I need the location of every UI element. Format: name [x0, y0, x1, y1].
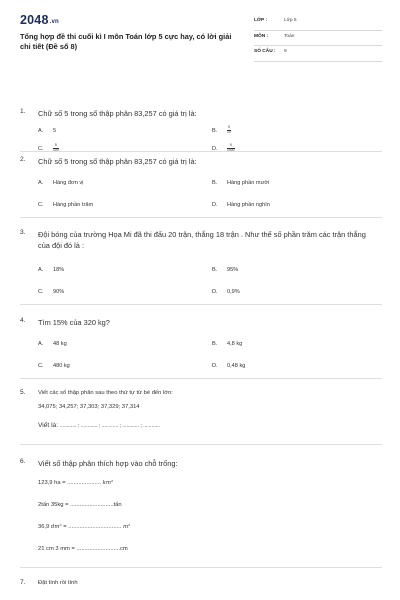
conversion-line-3[interactable]: 36,9 dm² = ................................. m² — [38, 524, 131, 530]
option-c[interactable]: C. Hàng phần trăm — [38, 202, 94, 208]
conversion-line-1[interactable]: 123,9 ha = ..................... km² — [38, 480, 114, 486]
meta-row-class: LỚP : Lớp 5 — [254, 15, 382, 31]
option-d[interactable]: D. Hàng phần nghìn — [212, 202, 270, 208]
meta-row-subject: MÔN : Toán — [254, 31, 382, 47]
page-header — [0, 0, 400, 66]
option-a[interactable]: A. 5 — [38, 128, 57, 134]
number-list: 34,075; 34,257; 37,303; 37,329; 37,314 — [38, 404, 140, 410]
conversion-line-2[interactable]: 2tấn 35kg = ...........................tấn — [38, 502, 122, 508]
option-a[interactable]: A. 48 kg — [38, 341, 67, 347]
option-a[interactable]: A. Hàng đơn vị — [38, 180, 84, 186]
site-logo[interactable]: 2048.vn — [20, 13, 59, 27]
question-3: 3. Đội bóng của trường Họa Mi đã thi đấu 20 trận, thắng 18 trận . Như thế số phần trăm các trận thắng của đội đó là : A. 18% B. 95% C. 90% D. 0,9% — [20, 229, 382, 305]
option-c[interactable]: C. 480 kg — [38, 363, 70, 369]
conversion-line-4[interactable]: 21 cm 3 mm = ...........................cm — [38, 546, 128, 552]
answer-line[interactable]: Viết là: ............ ; ............ ; ............ ; ............ ; ............ — [38, 422, 160, 429]
question-text: Tìm 15% của 320 kg? — [38, 318, 110, 327]
meta-row-question-count: SỐ CÂU : 9 — [254, 46, 382, 62]
option-b[interactable]: B. Hàng phần mười — [212, 180, 270, 186]
question-text: Viết số thập phân thích hợp vào chỗ trống: — [38, 459, 178, 468]
page-title: Tổng hợp đề thi cuối kì I môn Toán lớp 5 cực hay, có lời giải chi tiết (Đề số 8) — [20, 32, 232, 51]
meta-info — [254, 15, 382, 62]
option-b[interactable]: B. 4,8 kg — [212, 341, 243, 347]
fraction: $\frac{5}{10}$ — [227, 125, 231, 134]
option-c[interactable]: C. $\frac{5}{100}$ — [38, 143, 59, 152]
question-text: Chữ số 5 trong số thập phân 83,257 có giá trị là: — [38, 109, 197, 118]
question-1: 1. Chữ số 5 trong số thập phân 83,257 có giá trị là: A. 5 B. $\frac{5}{10}$ C. $\frac{5}{100}$ D. $\frac{5}{1000}$ — [20, 108, 382, 152]
option-b[interactable]: B. 95% — [212, 267, 239, 273]
option-d[interactable]: D. 0,48 kg — [212, 363, 246, 369]
question-6: 6. Viết số thập phân thích hợp vào chỗ trống: 123,9 ha = ..................... km² 2tấn 35kg = ...........................tấn 36,9 dm² = ................................. m² 21 cm 3 mm = ...........................cm — [20, 458, 382, 568]
option-b[interactable]: B. $\frac{5}{10}$ — [212, 125, 231, 134]
fraction: $\frac{5}{100}$ — [53, 143, 59, 152]
option-a[interactable]: A. 18% — [38, 267, 65, 273]
question-2: 2. Chữ số 5 trong số thập phân 83,257 có giá trị là: A. Hàng đơn vị B. Hàng phần mười C. Hàng phần trăm D. Hàng phần nghìn — [20, 156, 382, 218]
option-d[interactable]: D. 0,9% — [212, 289, 240, 295]
option-c[interactable]: C. 90% — [38, 289, 65, 295]
question-text: Đặt tính rồi tính — [38, 580, 78, 586]
question-4: 4. Tìm 15% của 320 kg? A. 48 kg B. 4,8 kg C. 480 kg D. 0,48 kg — [20, 317, 382, 379]
question-text: Chữ số 5 trong số thập phân 83,257 có giá trị là: — [38, 157, 197, 166]
question-text: Viết các số thập phân sau theo thứ tự từ bé đến lớn: — [38, 390, 173, 396]
question-5: 5. Viết các số thập phân sau theo thứ tự từ bé đến lớn: 34,075; 34,257; 37,303; 37,329; 37,314 Viết là: ............ ; ............ ; ............ ; ............ ; ............ — [20, 389, 382, 445]
question-text: Đội bóng của trường Họa Mi đã thi đấu 20 trận, thắng 18 trận . Như thế số phần trăm các trận thắng của đội đó là : — [38, 230, 366, 250]
option-d[interactable]: D. $\frac{5}{1000}$ — [212, 143, 235, 152]
fraction: $\frac{5}{1000}$ — [227, 143, 235, 152]
question-7: 7. Đặt tính rồi tính — [20, 579, 382, 595]
